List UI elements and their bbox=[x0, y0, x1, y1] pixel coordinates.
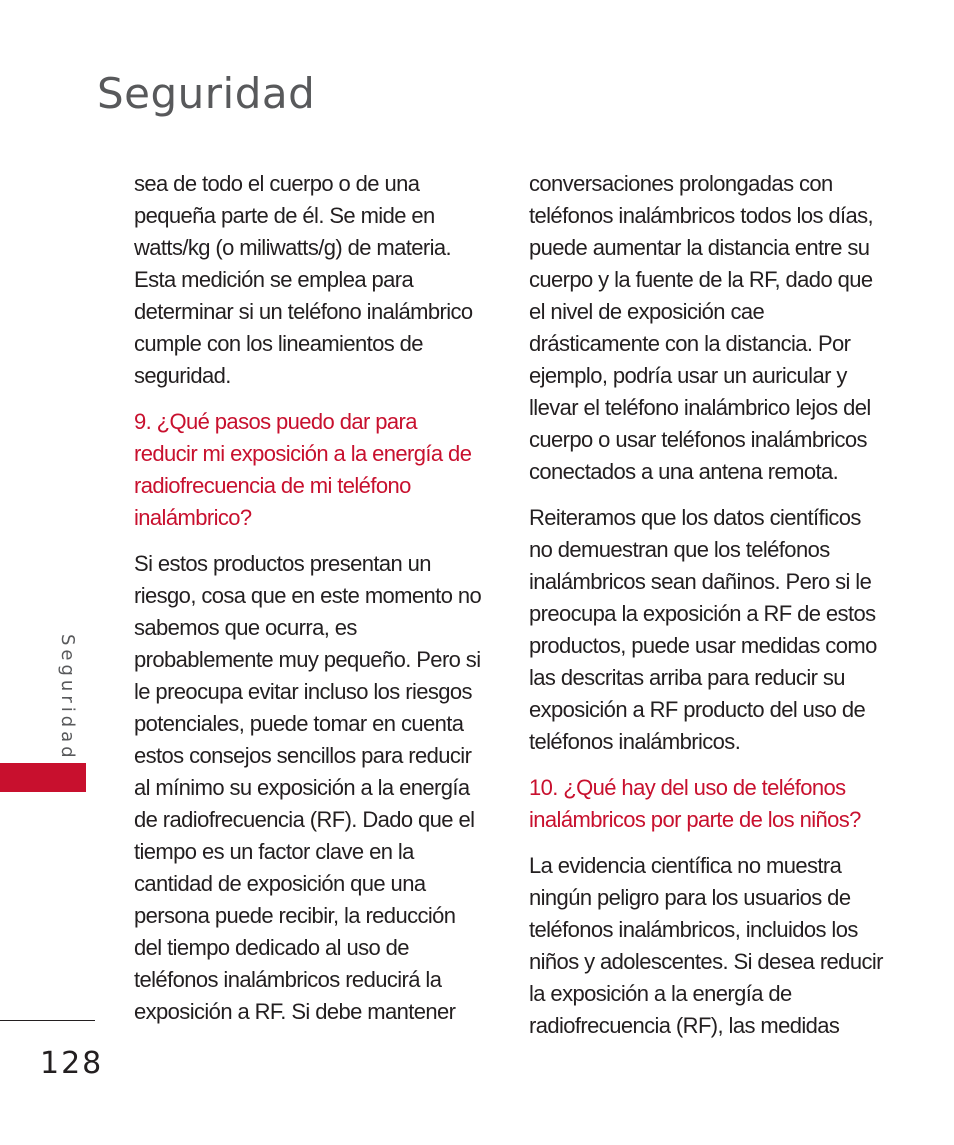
paragraph-answer-9 bbox=[134, 548, 484, 1028]
question-9-heading bbox=[134, 406, 484, 534]
text-line: conectados a una antena remota. bbox=[529, 459, 839, 484]
paragraph-sar-definition bbox=[134, 168, 484, 392]
heading-line: reducir mi exposición a la energía de bbox=[134, 441, 472, 466]
footer-divider bbox=[0, 1020, 95, 1021]
text-line: del tiempo dedicado al uso de bbox=[134, 935, 409, 960]
text-line: teléfonos inalámbricos. bbox=[529, 729, 741, 754]
text-line: teléfonos inalámbricos, incluidos los bbox=[529, 917, 858, 942]
heading-line: 10. ¿Qué hay del uso de teléfonos bbox=[529, 775, 846, 800]
text-line: de radiofrecuencia (RF). Dado que el bbox=[134, 807, 475, 832]
text-line: exposición a RF producto del uso de bbox=[529, 697, 866, 722]
text-line: persona puede recibir, la reducción bbox=[134, 903, 456, 928]
text-line: niños y adolescentes. Si desea reducir bbox=[529, 949, 883, 974]
heading-line: radiofrecuencia de mi teléfono bbox=[134, 473, 411, 498]
text-line: sea de todo el cuerpo o de una bbox=[134, 171, 420, 196]
text-line: cuerpo o usar teléfonos inalámbricos bbox=[529, 427, 867, 452]
text-line: Esta medición se emplea para bbox=[134, 267, 414, 292]
heading-line: 9. ¿Qué pasos puedo dar para bbox=[134, 409, 417, 434]
text-line: potenciales, puede tomar en cuenta bbox=[134, 711, 464, 736]
text-line: watts/kg (o miliwatts/g) de materia. bbox=[134, 235, 452, 260]
text-line: estos consejos sencillos para reducir bbox=[134, 743, 472, 768]
text-line: preocupa la exposición a RF de estos bbox=[529, 601, 876, 626]
left-column bbox=[134, 168, 484, 1042]
text-line: ejemplo, podría usar un auricular y bbox=[529, 363, 847, 388]
paragraph-distance-advice bbox=[529, 168, 879, 488]
page-number: 128 bbox=[40, 1046, 104, 1081]
text-line: productos, puede usar medidas como bbox=[529, 633, 877, 658]
text-line: pequeña parte de él. Se mide en bbox=[134, 203, 435, 228]
text-line: cantidad de exposición que una bbox=[134, 871, 426, 896]
text-line: le preocupa evitar incluso los riesgos bbox=[134, 679, 472, 704]
text-line: radiofrecuencia (RF), las medidas bbox=[529, 1013, 840, 1038]
page-title: Seguridad bbox=[97, 69, 316, 118]
text-line: llevar el teléfono inalámbrico lejos del bbox=[529, 395, 871, 420]
text-line: ningún peligro para los usuarios de bbox=[529, 885, 851, 910]
text-line: determinar si un teléfono inalámbrico bbox=[134, 299, 473, 324]
text-line: teléfonos inalámbricos todos los días, bbox=[529, 203, 874, 228]
text-line: el nivel de exposición cae bbox=[529, 299, 765, 324]
text-line: seguridad. bbox=[134, 363, 231, 388]
text-line: La evidencia científica no muestra bbox=[529, 853, 842, 878]
text-line: exposición a RF. Si debe mantener bbox=[134, 999, 456, 1024]
text-line: puede aumentar la distancia entre su bbox=[529, 235, 870, 260]
text-line: conversaciones prolongadas con bbox=[529, 171, 833, 196]
text-line: cuerpo y la fuente de la RF, dado que bbox=[529, 267, 873, 292]
heading-line: inalámbrico? bbox=[134, 505, 252, 530]
question-10-heading bbox=[529, 772, 879, 836]
side-tab-label: Seguridad bbox=[57, 634, 78, 762]
text-line: la exposición a la energía de bbox=[529, 981, 792, 1006]
text-line: al mínimo su exposición a la energía bbox=[134, 775, 470, 800]
text-line: sabemos que ocurra, es bbox=[134, 615, 357, 640]
text-line: no demuestran que los teléfonos bbox=[529, 537, 830, 562]
text-line: inalámbricos sean dañinos. Pero si le bbox=[529, 569, 872, 594]
text-line: drásticamente con la distancia. Por bbox=[529, 331, 851, 356]
paragraph-answer-10 bbox=[529, 850, 883, 1042]
side-tab-marker bbox=[0, 763, 86, 792]
right-column bbox=[529, 168, 883, 1056]
text-line: tiempo es un factor clave en la bbox=[134, 839, 414, 864]
text-line: teléfonos inalámbricos reducirá la bbox=[134, 967, 442, 992]
text-line: las descritas arriba para reducir su bbox=[529, 665, 845, 690]
text-line: riesgo, cosa que en este momento no bbox=[134, 583, 482, 608]
heading-line: inalámbricos por parte de los niños? bbox=[529, 807, 861, 832]
text-line: cumple con los lineamientos de bbox=[134, 331, 423, 356]
text-line: Si estos productos presentan un bbox=[134, 551, 431, 576]
text-line: Reiteramos que los datos científicos bbox=[529, 505, 861, 530]
text-line: probablemente muy pequeño. Pero si bbox=[134, 647, 481, 672]
paragraph-scientific-data bbox=[529, 502, 879, 758]
